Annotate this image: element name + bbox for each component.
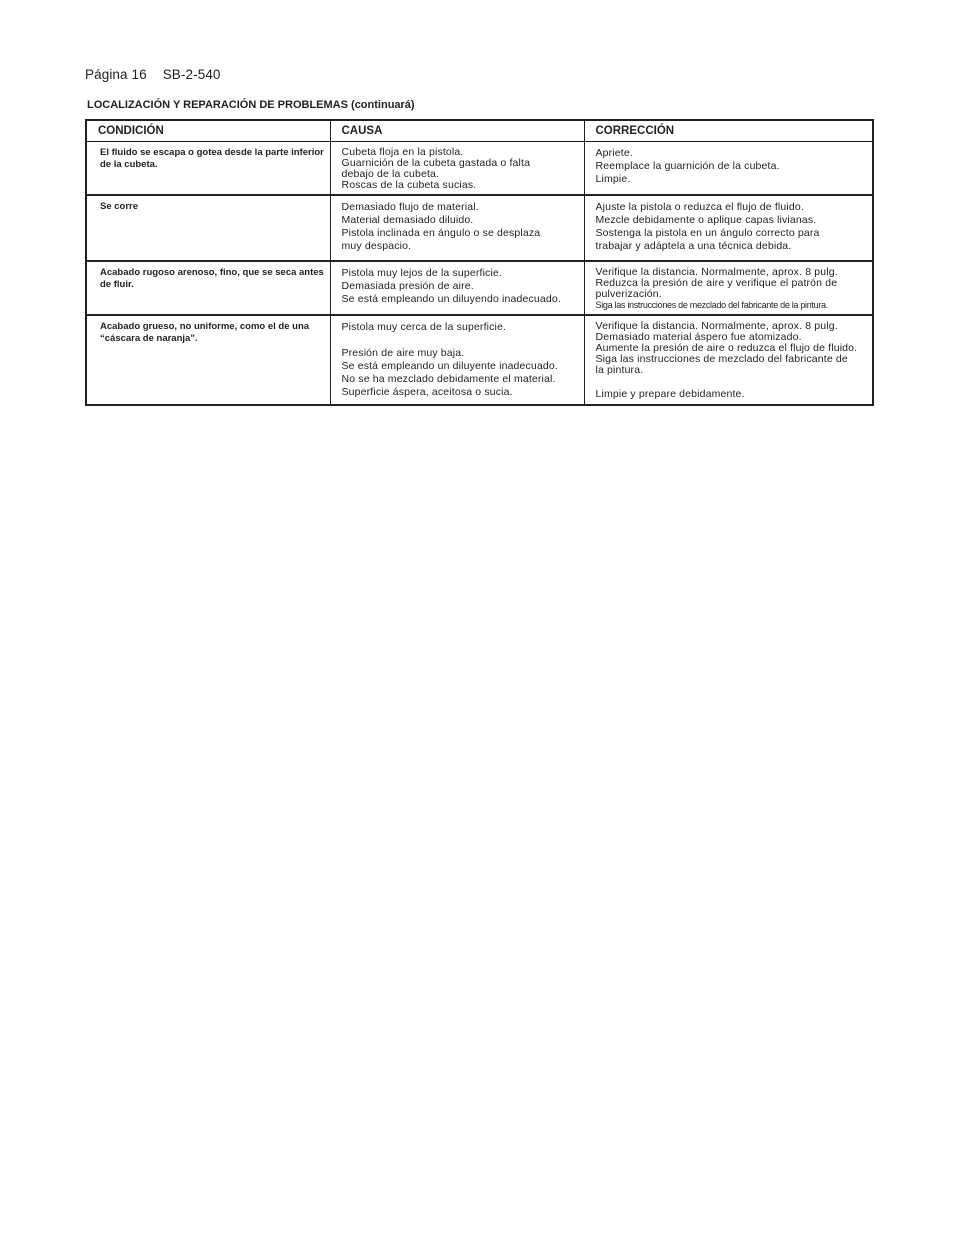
cause-line: Se está empleando un diluyendo inadecuado. xyxy=(341,293,561,305)
cause-line: Material demasiado diluido. xyxy=(341,214,474,226)
correction-line: Verifique la distancia. Normalmente, aprox. 8 pulg. xyxy=(595,266,838,278)
cause-line: Pistola inclinada en ángulo o se desplaza xyxy=(341,227,541,239)
cause-line: Demasiada presión de aire. xyxy=(341,280,474,292)
troubleshooting-table xyxy=(85,119,874,406)
cause-line: No se ha mezclado debidamente el material. xyxy=(341,373,556,385)
correction-cell xyxy=(584,315,873,405)
column-header-condition: CONDICIÓN xyxy=(86,120,330,142)
cause-cell xyxy=(330,261,584,315)
page-number: Página 16 xyxy=(85,67,147,82)
cause-line: Cubeta floja en la pistola. xyxy=(341,146,464,158)
cause-line: Pistola muy cerca de la superficie. xyxy=(341,321,507,333)
table-header-row xyxy=(86,120,873,142)
correction-line: trabajar y adáptela a una técnica debida. xyxy=(595,240,792,252)
correction-line: Reemplace la guarnición de la cubeta. xyxy=(595,160,780,172)
section-title xyxy=(87,99,415,111)
table-row xyxy=(86,142,873,196)
cause-cell xyxy=(330,142,584,196)
cause-line: debajo de la cubeta. xyxy=(341,168,440,180)
column-header-cause: CAUSA xyxy=(330,120,584,142)
correction-line: Limpie. xyxy=(595,173,631,185)
cause-cell xyxy=(330,195,584,261)
correction-line: Limpie y prepare debidamente. xyxy=(595,388,745,400)
condition-text: Se corre xyxy=(100,201,139,212)
page-header xyxy=(85,67,221,82)
cause-line: Pistola muy lejos de la superficie. xyxy=(341,267,502,279)
condition-cell xyxy=(86,142,330,196)
correction-line: Ajuste la pistola o reduzca el flujo de fluido. xyxy=(595,201,804,213)
correction-line: Aumente la presión de aire o reduzca el flujo de fluido. xyxy=(595,342,858,354)
cause-line: muy despacio. xyxy=(341,240,412,252)
cause-line xyxy=(342,334,580,347)
table-row xyxy=(86,315,873,405)
correction-line: la pintura. xyxy=(595,364,644,376)
condition-text: Acabado rugoso arenoso, fino, que se seca antes de fluir. xyxy=(100,267,324,290)
correction-line: Sostenga la pistola en un ángulo correcto para xyxy=(595,227,820,239)
cause-line: Se está empleando un diluyente inadecuado. xyxy=(341,360,558,372)
correction-line: pulverización. xyxy=(595,288,662,300)
correction-line: Mezcle debidamente o aplique capas livianas. xyxy=(595,214,817,226)
condition-cell xyxy=(86,261,330,315)
column-header-correction: CORRECCIÓN xyxy=(584,120,873,142)
correction-line: Siga las instrucciones de mezclado del fabricante de la pintura. xyxy=(595,300,828,310)
correction-cell xyxy=(584,195,873,261)
table-row xyxy=(86,195,873,261)
cause-line: Demasiado flujo de material. xyxy=(341,201,479,213)
correction-cell xyxy=(584,261,873,315)
correction-line: Siga las instrucciones de mezclado del fabricante de xyxy=(595,353,848,365)
correction-line: Verifique la distancia. Normalmente, aprox. 8 pulg. xyxy=(595,320,838,332)
condition-text: El fluido se escapa o gotea desde la parte inferior de la cubeta. xyxy=(100,147,324,170)
correction-line: Reduzca la presión de aire y verifique el patrón de xyxy=(595,277,838,289)
continued-note: (continuará) xyxy=(351,99,415,111)
cause-line: Presión de aire muy baja. xyxy=(341,347,465,359)
cause-line: Superficie áspera, aceitosa o sucia. xyxy=(341,386,513,398)
correction-cell xyxy=(584,142,873,196)
cause-line: Guarnición de la cubeta gastada o falta xyxy=(341,157,531,169)
correction-line: Demasiado material áspero fue atomizado. xyxy=(595,331,802,343)
condition-cell xyxy=(86,315,330,405)
document-code: SB-2-540 xyxy=(162,67,221,82)
table-row xyxy=(86,261,873,315)
section-title-text: LOCALIZACIÓN Y REPARACIÓN DE PROBLEMAS xyxy=(87,99,348,111)
cause-cell xyxy=(330,315,584,405)
condition-cell xyxy=(86,195,330,261)
cause-line: Roscas de la cubeta sucias. xyxy=(341,179,477,191)
condition-text: Acabado grueso, no uniforme, como el de una “cáscara de naranja”. xyxy=(100,321,310,344)
correction-line: Apriete. xyxy=(595,147,633,159)
